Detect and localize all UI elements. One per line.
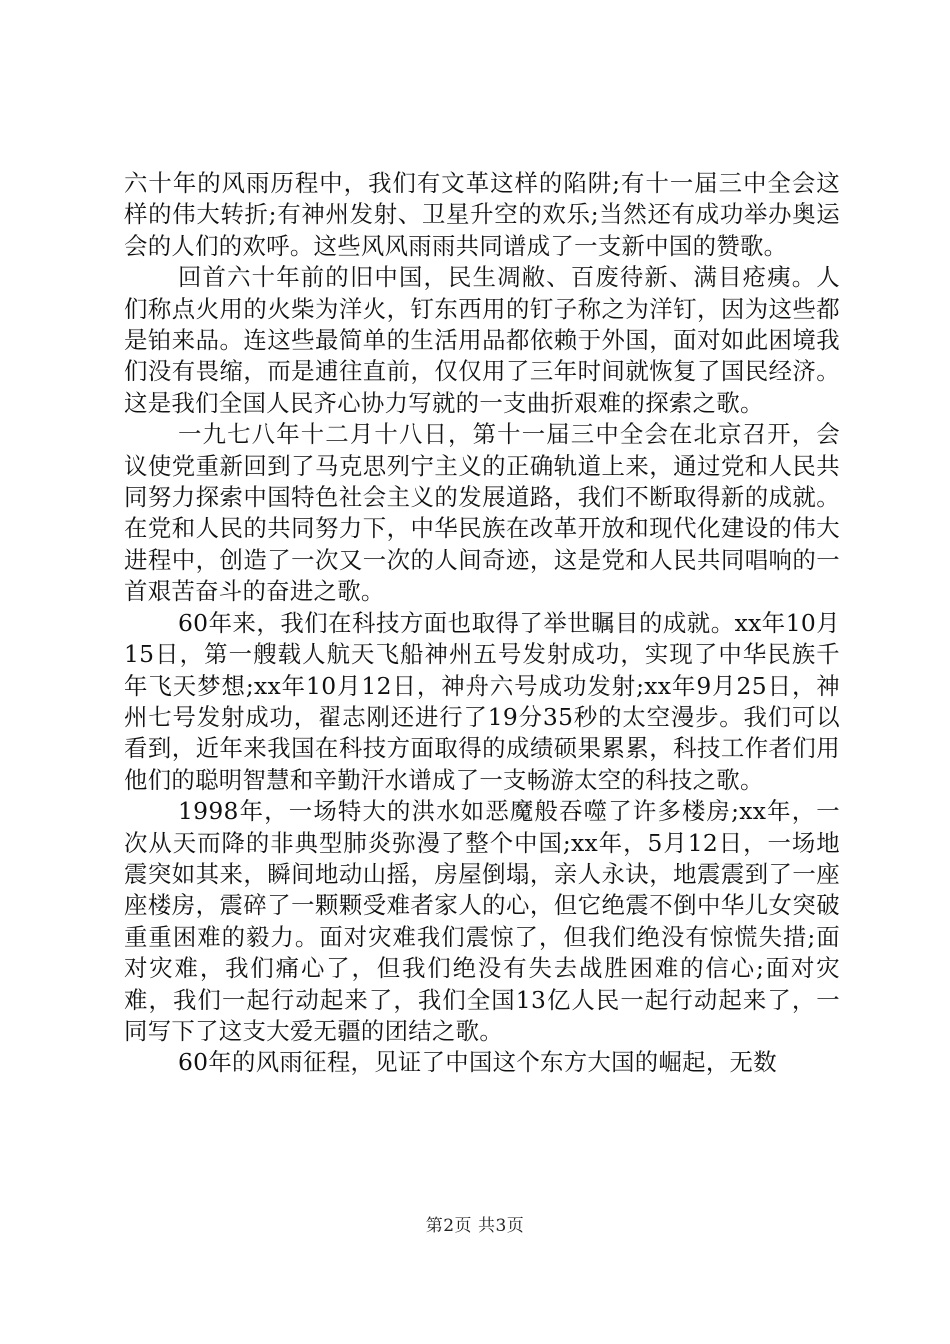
paragraph: 一九七八年十二月十八日，第十一届三中全会在北京召开，会议使党重新回到了马克思列宁主义的正确轨道上来，通过党和人民共同努力探索中国特色社会主义的发展道路，我们不断取得新的成就。在党和人民的共同努力下，中华民族在改革开放和现代化建设的伟大进程中，创造了一次又一次的人间奇迹，这是党和人民共同唱响的一首艰苦奋斗的奋进之歌。 <box>124 420 840 606</box>
paragraph: 60年的风雨征程，见证了中国这个东方大国的崛起，无数 <box>178 1048 777 1077</box>
paragraph: 60年来，我们在科技方面也取得了举世瞩目的成就。xx年10月15日，第一艘载人航天飞船神州五号发射成功，实现了中华民族千年飞天梦想;xx年10月12日，神舟六号成功发射;xx年9月25日，神州七号发射成功，翟志刚还进行了19分35秒的太空漫步。我们可以看到，近年来我国在科技方面取得的成绩硕果累累，科技工作者们用他们的聪明智慧和辛勤汗水谱成了一支畅游太空的科技之歌。 <box>124 608 840 794</box>
document-body <box>124 168 840 1079</box>
paragraph: 回首六十年前的旧中国，民生凋敝、百废待新、满目疮痍。人们称点火用的火柴为洋火，钉东西用的钉子称之为洋钉，因为这些都是铂来品。连这些最简单的生活用品都依赖于外国，面对如此困境我们没有畏缩，而是逋往直前，仅仅用了三年时间就恢复了国民经济。这是我们全国人民齐心协力写就的一支曲折艰难的探索之歌。 <box>124 263 840 417</box>
paragraph: 1998年，一场特大的洪水如恶魔般吞噬了许多楼房;xx年，一次从天而降的非典型肺炎弥漫了整个中国;xx年，5月12日，一场地震突如其来，瞬间地动山摇，房屋倒塌，亲人永诀，地震震到了一座座楼房，震碎了一颗颗受难者家人的心，但它绝震不倒中华儿女突破重重困难的毅力。面对灾难我们震惊了，但我们绝没有惊慌失措;面对灾难，我们痛心了，但我们绝没有失去战胜困难的信心;面对灾难，我们一起行动起来了，我们全国13亿人民一起行动起来了，一同写下了这支大爱无疆的团结之歌。 <box>124 797 840 1045</box>
paragraph: 六十年的风雨历程中，我们有文革这样的陷阱;有十一届三中全会这样的伟大转折;有神州发射、卫星升空的欢乐;当然还有成功举办奥运会的人们的欢呼。这些风风雨雨共同谱成了一支新中国的赞歌。 <box>124 169 840 260</box>
page-footer: 第2页 共3页 <box>425 1216 525 1236</box>
